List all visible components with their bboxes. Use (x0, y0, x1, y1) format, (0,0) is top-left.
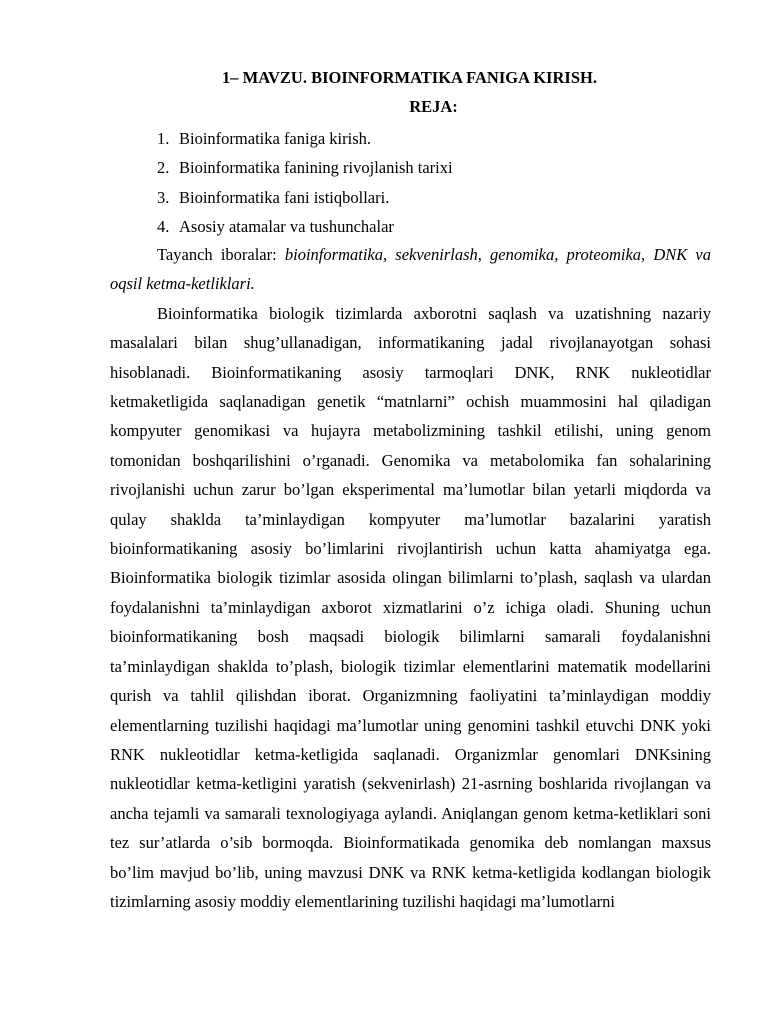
list-item-number: 1. (157, 129, 170, 148)
keywords-text: bioinformatika, sekvenirlash, genomika, proteomika, DNK va oqsil ketma-ketliklari. (110, 245, 711, 294)
list-item (157, 153, 453, 182)
list-item (157, 212, 453, 241)
list-item-text: Bioinformatika faniga kirish. (179, 129, 371, 148)
page-title (110, 66, 711, 90)
list-item-text: Asosiy atamalar va tushunchalar (179, 217, 394, 237)
plan-list (157, 124, 453, 242)
list-item-text: Bioinformatika fani istiqbollari. (179, 187, 390, 207)
title-text: 1– MAVZU. BIOINFORMATIKA FANIGA KIRISH. (222, 68, 597, 87)
body-text (110, 240, 711, 916)
list-item-number: 4. (157, 217, 170, 237)
list-item (157, 183, 453, 212)
keywords-label: Tayanch iboralar: (157, 245, 285, 264)
plan-heading: REJA: (409, 97, 458, 116)
main-paragraph: Bioinformatika biologik tizimlarda axborotni saqlash va uzatishning nazariy masalalari bilan shug’ullanadigan, informatikaning jadal rivojlanayotgan sohasi hisoblanadi. Bioinformatikaning asosiy tarmoqlari DNK, RNK nukleotidlar ketmaketligida saqlanadigan genetik “matnlarni” ochish muammosini hal qiladigan kompyuter genomikasi va hujayra metabolizmining tashkil etilishi, uning genom tomonidan boshqarilishini o’rganadi. Genomika va metabolomika fan sohalarining rivojlanishi uchun zarur bo’lgan eksperimental ma’lumotlar bilan yetarli miqdorda va qulay shaklda ta’minlaydigan kompyuter ma’lumotlar bazalarini yaratish bioinformatikaning asosiy bo’limlarini rivojlantirish uchun katta ahamiyatga ega. Bioinformatika biologik tizimlar asosida olingan bilimlarni to’plash, saqlash va ulardan foydalanishni ta’minlaydigan axborot xizmatlarini o’z ichiga oladi. Shuning uchun bioinformatikaning bosh maqsadi biologik bilimlarni samarali foydalanishni ta’minlaydigan shaklda to’plash, biologik tizimlar elementlarini matematik modellarini qurish va tahlil qilishdan iborat. Organizmning faoliyatini ta’minlaydigan moddiy elementlarning tuzilishi haqidagi ma’lumotlar uning genomini tashkil etuvchi DNK yoki RNK nukleotidlar ketma-ketligida saqlanadi. Organizmlar genomlari DNKsining nukleotidlar ketma-ketligini yaratish (sekvenirlash) 21-asrning boshlarida rivojlangan va ancha tejamli va samarali texnologiyaga aylandi. Aniqlangan genom ketma-ketliklari soni tez sur’atlarda o’sib bormoqda. Bioinformatikada genomika deb nomlangan maxsus bo’lim mavjud bo’lib, uning mavzusi DNK va RNK ketma-ketligida kodlangan biologik tizimlarning asosiy moddiy elementlarining tuzilishi haqidagi ma’lumotlarni (110, 303, 711, 911)
list-item-number: 2. (157, 158, 170, 178)
list-item-number: 3. (157, 187, 170, 207)
keywords-paragraph (110, 240, 711, 299)
list-item (157, 124, 453, 153)
list-item-text: Bioinformatika fanining rivojlanish tarixi (179, 158, 453, 178)
